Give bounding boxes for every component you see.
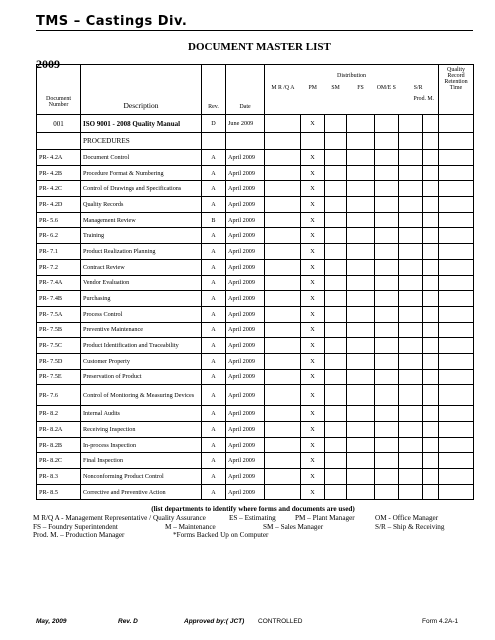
cell-doc-number: PR- 7.4B: [37, 291, 81, 307]
cell-rev: A: [202, 228, 226, 244]
legend-fs: FS – Foundry Superintendent: [33, 522, 118, 531]
cell-description: Final Inspection: [81, 453, 202, 469]
department-legend: [33, 505, 473, 540]
cell-date: April 2009: [226, 197, 265, 213]
cell-rev: A: [202, 322, 226, 338]
cell-mrqa-mark: X: [301, 322, 325, 338]
cell-rev: A: [202, 165, 226, 181]
cell-mrqa-mark: X: [301, 422, 325, 438]
col-mrqa: M R /Q A: [271, 85, 295, 91]
footer-form: Form 4.2A-1: [422, 618, 459, 625]
table-row: [37, 150, 474, 166]
cell-mrqa-mark: X: [301, 353, 325, 369]
legend-mrqa: M R/Q A - Management Representative / Quality Assurance: [33, 514, 206, 523]
cell-description: Process Control: [81, 306, 202, 322]
cell-mrqa-mark: X: [301, 484, 325, 500]
cell-date: April 2009: [226, 385, 265, 406]
col-pm: PM: [308, 85, 317, 91]
cell-mrqa-mark: X: [301, 259, 325, 275]
col-sm: SM: [331, 85, 340, 91]
table-row: [37, 259, 474, 275]
cell-doc-number: PR- 7.1: [37, 244, 81, 260]
cell-rev: A: [202, 150, 226, 166]
cell-description: In-process Inspection: [81, 437, 202, 453]
table-row: [37, 291, 474, 307]
legend-sm: SM – Sales Manager: [263, 522, 324, 531]
cell-description: Receiving Inspection: [81, 422, 202, 438]
cell-rev: A: [202, 353, 226, 369]
cell-rev: A: [202, 484, 226, 500]
cell-doc-number: PR- 8.2: [37, 406, 81, 422]
cell-mrqa-mark: X: [301, 385, 325, 406]
footer-approved: Approved by:( JCT): [184, 618, 245, 625]
cell-rev: A: [202, 181, 226, 197]
table-row: [37, 306, 474, 322]
cell-rev: A: [202, 306, 226, 322]
cell-mrqa-mark: X: [301, 338, 325, 354]
table-row: [37, 165, 474, 181]
cell-description: Control of Drawings and Specifications: [81, 181, 202, 197]
legend-title: (list departments to identify where forms and documents are used): [151, 505, 355, 513]
header-description: Description: [81, 65, 202, 115]
legend-line-3: [33, 531, 473, 539]
legend-pm: PM – Plant Manager: [295, 514, 355, 523]
cell-date: April 2009: [226, 369, 265, 385]
cell-mrqa-mark: X: [301, 437, 325, 453]
legend-om: OM - Office Manager: [375, 514, 439, 523]
cell-date: April 2009: [226, 259, 265, 275]
header-retention: Quality Record Retention Time: [439, 65, 474, 115]
cell-date: April 2009: [226, 453, 265, 469]
cell-mrqa-mark: X: [301, 165, 325, 181]
cell-doc-number: PR- 7.6: [37, 385, 81, 406]
cell-date: April 2009: [226, 291, 265, 307]
footer-status: CONTROLLED: [258, 618, 303, 625]
cell-date: April 2009: [226, 422, 265, 438]
distribution-label: Distribution: [336, 73, 366, 79]
cell-rev: A: [202, 385, 226, 406]
cell-description: Preservation of Product: [81, 369, 202, 385]
cell-description: Training: [81, 228, 202, 244]
table-row: [37, 322, 474, 338]
cell-doc-number: PR- 4.2B: [37, 165, 81, 181]
manual-number: 001: [37, 115, 81, 133]
header-distribution: [265, 65, 439, 115]
cell-mrqa-mark: X: [301, 244, 325, 260]
table-row: [37, 244, 474, 260]
cell-rev: A: [202, 259, 226, 275]
cell-doc-number: PR- 8.2C: [37, 453, 81, 469]
cell-rev: A: [202, 197, 226, 213]
document-master-table: [36, 64, 474, 500]
cell-rev: A: [202, 406, 226, 422]
cell-rev: A: [202, 338, 226, 354]
cell-doc-number: PR- 8.3: [37, 469, 81, 485]
cell-doc-number: PR- 6.2: [37, 228, 81, 244]
cell-date: April 2009: [226, 322, 265, 338]
cell-rev: B: [202, 212, 226, 228]
cell-date: April 2009: [226, 275, 265, 291]
table-row: [37, 228, 474, 244]
cell-mrqa-mark: X: [301, 306, 325, 322]
cell-description: Customer Property: [81, 353, 202, 369]
table-row: [37, 406, 474, 422]
cell-description: Preventive Maintenance: [81, 322, 202, 338]
cell-description: Contract Review: [81, 259, 202, 275]
legend-prodm: Prod. M. – Production Manager: [33, 531, 125, 540]
cell-rev: A: [202, 453, 226, 469]
cell-mrqa-mark: X: [301, 228, 325, 244]
cell-mrqa-mark: X: [301, 406, 325, 422]
cell-doc-number: PR- 7.5A: [37, 306, 81, 322]
table-body: [37, 65, 474, 500]
cell-rev: A: [202, 437, 226, 453]
cell-date: April 2009: [226, 469, 265, 485]
cell-rev: A: [202, 369, 226, 385]
col-prodm: Prod. M.: [413, 96, 434, 102]
table-row: [37, 369, 474, 385]
header-date: Date: [226, 65, 265, 115]
footer-rev: Rev. D: [118, 618, 138, 625]
table-row: [37, 453, 474, 469]
table-row: [37, 353, 474, 369]
cell-description: Internal Audits: [81, 406, 202, 422]
cell-date: April 2009: [226, 244, 265, 260]
col-ome: OM/E S: [376, 85, 396, 91]
cell-description: Nonconforming Product Control: [81, 469, 202, 485]
cell-doc-number: PR- 4.2A: [37, 150, 81, 166]
legend-es: ES – Estimating: [229, 514, 276, 523]
table-row: [37, 469, 474, 485]
cell-rev: A: [202, 422, 226, 438]
legend-m: M – Maintenance: [165, 522, 216, 531]
cell-doc-number: PR- 8.2B: [37, 437, 81, 453]
cell-doc-number: PR- 7.5B: [37, 322, 81, 338]
cell-doc-number: PR- 7.2: [37, 259, 81, 275]
cell-date: April 2009: [226, 150, 265, 166]
col-sr: S/R: [413, 85, 423, 91]
manual-description: ISO 9001 - 2008 Quality Manual: [81, 115, 202, 133]
cell-description: Document Control: [81, 150, 202, 166]
legend-line-2: [33, 523, 473, 531]
cell-date: April 2009: [226, 228, 265, 244]
header-doc-number: Document Number: [37, 65, 81, 115]
table-row: [37, 422, 474, 438]
cell-rev: A: [202, 244, 226, 260]
legend-sr: S/R – Ship & Receiving: [375, 522, 445, 531]
cell-mrqa-mark: X: [301, 212, 325, 228]
cell-mrqa-mark: X: [301, 181, 325, 197]
table-row: [37, 197, 474, 213]
table-header-row: [37, 65, 474, 115]
manual-mark: X: [301, 115, 325, 133]
cell-date: April 2009: [226, 484, 265, 500]
cell-doc-number: PR- 8.2A: [37, 422, 81, 438]
document-title: DOCUMENT MASTER LIST: [188, 41, 331, 53]
header-rev: Rev.: [202, 65, 226, 115]
cell-description: Procedure Format & Numbering: [81, 165, 202, 181]
cell-mrqa-mark: X: [301, 469, 325, 485]
cell-date: April 2009: [226, 165, 265, 181]
cell-rev: A: [202, 469, 226, 485]
legend-line-1: [33, 514, 473, 522]
cell-date: April 2009: [226, 306, 265, 322]
table-row: [37, 212, 474, 228]
cell-doc-number: PR- 5.6: [37, 212, 81, 228]
cell-mrqa-mark: X: [301, 150, 325, 166]
cell-doc-number: PR- 7.5D: [37, 353, 81, 369]
cell-doc-number: PR- 7.5E: [37, 369, 81, 385]
cell-description: Management Review: [81, 212, 202, 228]
cell-doc-number: PR- 4.2C: [37, 181, 81, 197]
cell-date: April 2009: [226, 212, 265, 228]
cell-date: April 2009: [226, 338, 265, 354]
manual-row: [37, 115, 474, 133]
cell-mrqa-mark: X: [301, 453, 325, 469]
cell-description: Product Realization Planning: [81, 244, 202, 260]
cell-mrqa-mark: X: [301, 291, 325, 307]
cell-date: April 2009: [226, 181, 265, 197]
cell-date: April 2009: [226, 406, 265, 422]
cell-mrqa-mark: X: [301, 275, 325, 291]
cell-description: Control of Monitoring & Measuring Devices: [81, 385, 202, 406]
section-row: [37, 133, 474, 150]
manual-rev: D: [202, 115, 226, 133]
cell-doc-number: PR- 7.4A: [37, 275, 81, 291]
cell-date: April 2009: [226, 353, 265, 369]
table-row: [37, 437, 474, 453]
cell-description: Product Identification and Traceability: [81, 338, 202, 354]
cell-description: Vendor Evaluation: [81, 275, 202, 291]
cell-doc-number: PR- 8.5: [37, 484, 81, 500]
cell-mrqa-mark: X: [301, 197, 325, 213]
document-year: 2009: [36, 57, 60, 71]
cell-doc-number: PR- 4.2D: [37, 197, 81, 213]
table-row: [37, 484, 474, 500]
cell-description: Purchasing: [81, 291, 202, 307]
footer-date: May, 2009: [36, 618, 67, 625]
legend-forms-note: *Forms Backed Up on Computer: [173, 531, 269, 540]
cell-doc-number: PR- 7.5C: [37, 338, 81, 354]
manual-date: June 2009: [226, 115, 265, 133]
table-row: [37, 385, 474, 406]
header-rule: [36, 30, 473, 31]
cell-mrqa-mark: X: [301, 369, 325, 385]
table-row: [37, 338, 474, 354]
cell-date: April 2009: [226, 437, 265, 453]
section-title: PROCEDURES: [81, 133, 202, 150]
table-row: [37, 181, 474, 197]
cell-rev: A: [202, 291, 226, 307]
col-fs: FS: [357, 85, 364, 91]
cell-rev: A: [202, 275, 226, 291]
company-header: TMS – Castings Div.: [36, 14, 188, 29]
cell-description: Quality Records: [81, 197, 202, 213]
table-row: [37, 275, 474, 291]
cell-description: Corrective and Preventive Action: [81, 484, 202, 500]
